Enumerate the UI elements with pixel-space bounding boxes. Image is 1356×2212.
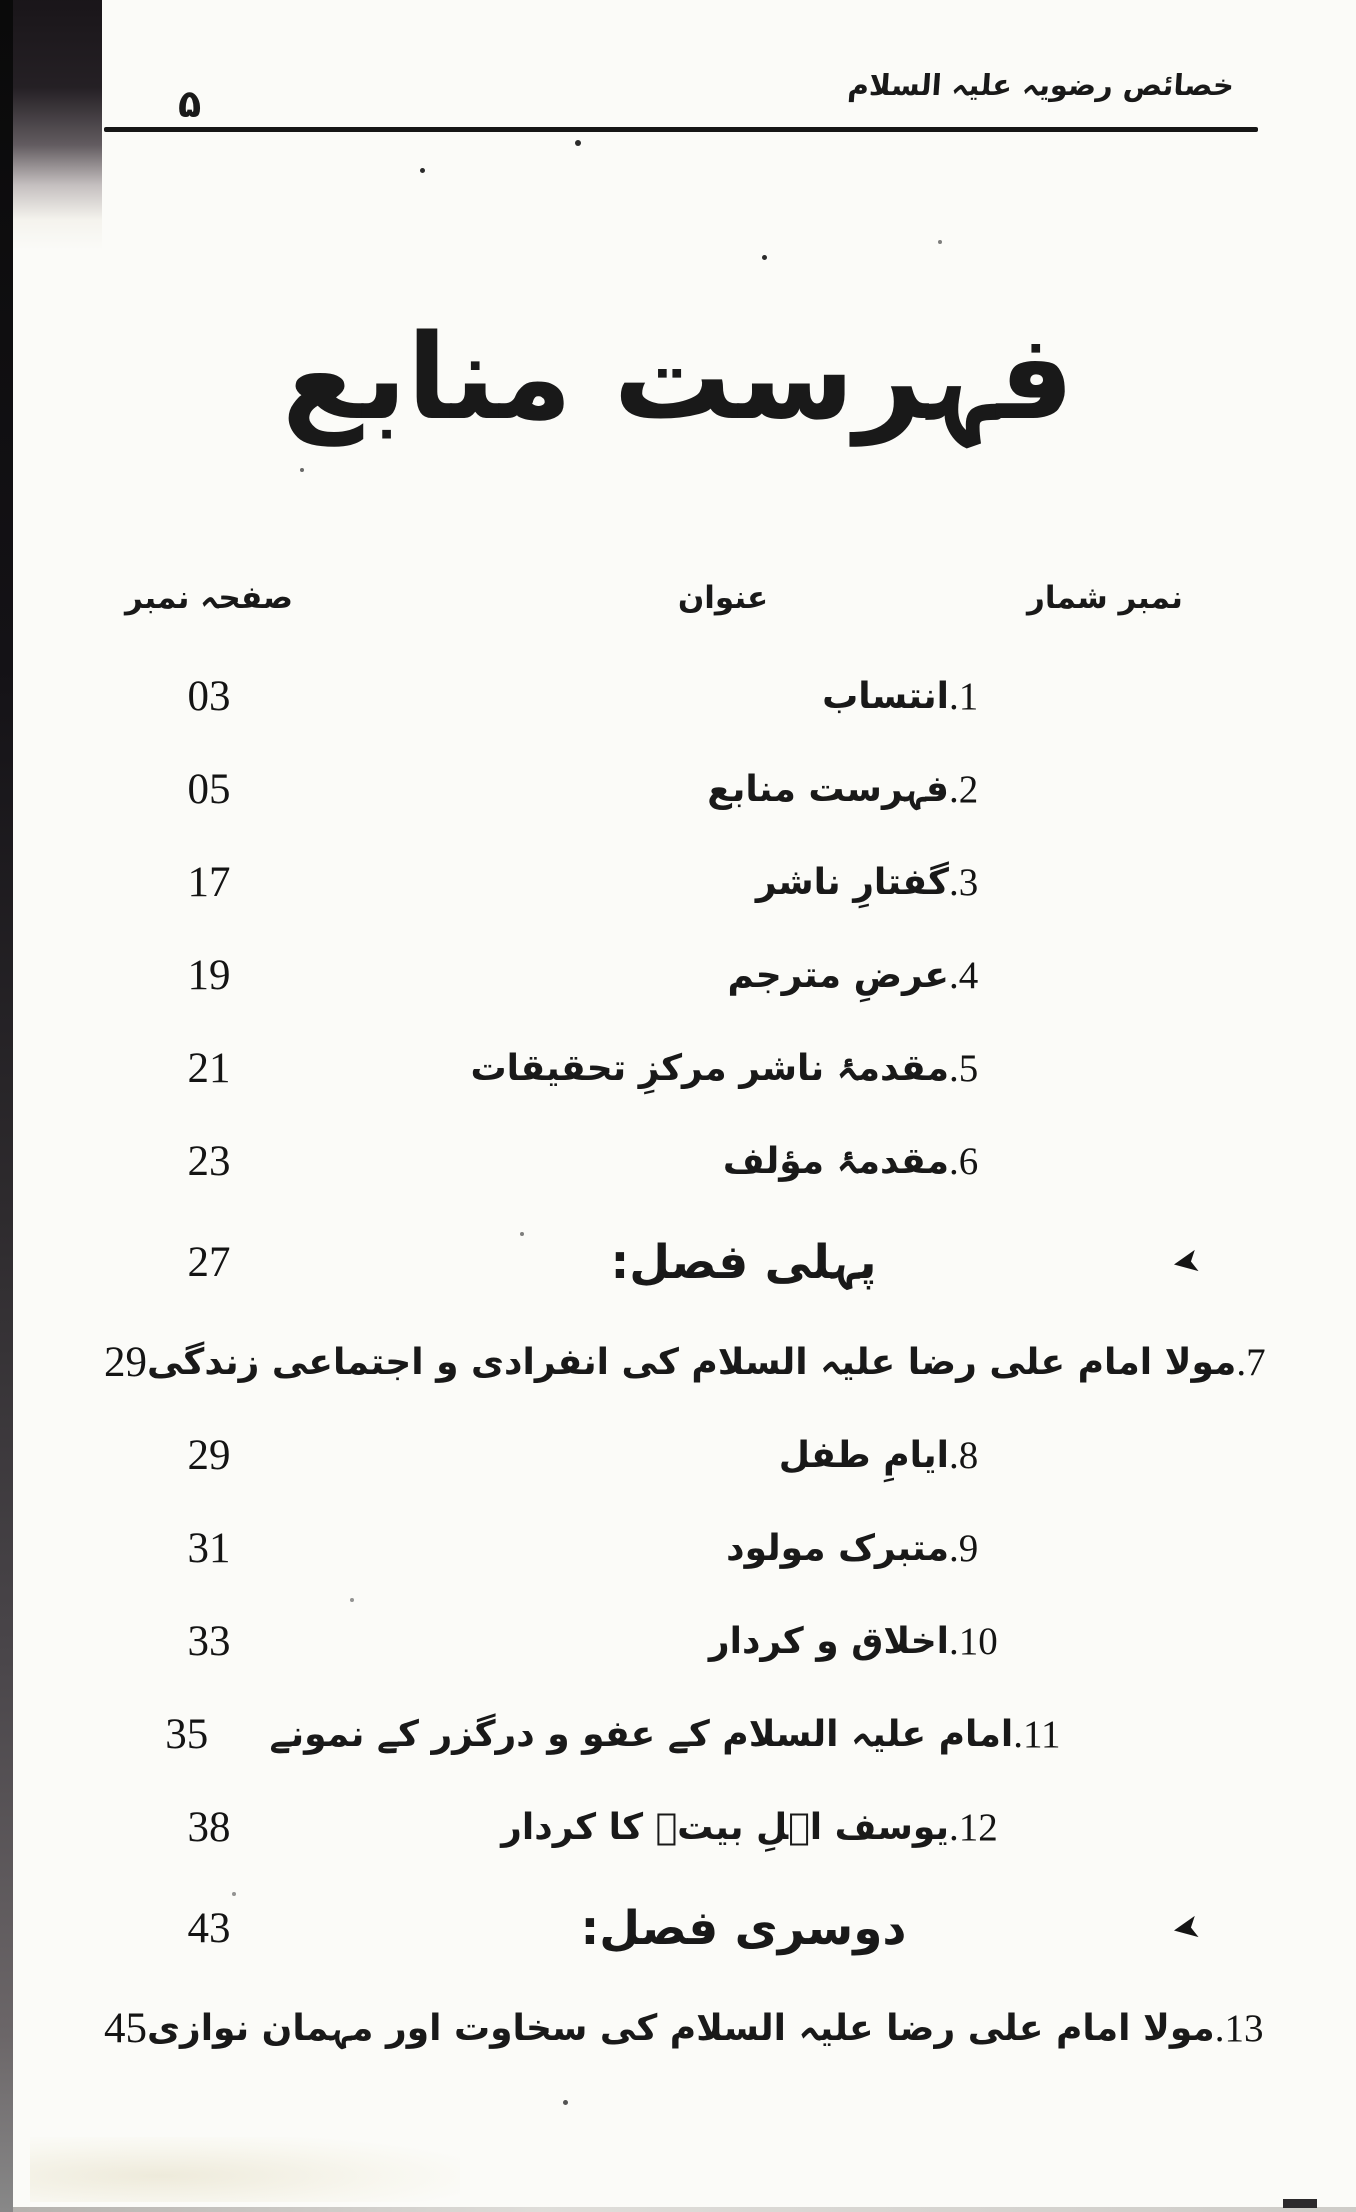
scan-edge-shadow (0, 0, 13, 2212)
toc-entry-title: اخلاق و کردار (708, 1621, 949, 1662)
scan-speck (350, 1598, 354, 1602)
toc-serial-number: 2. (949, 768, 979, 811)
toc-serial-number: 3. (949, 861, 979, 904)
toc-serial-number: 10. (949, 1620, 998, 1663)
toc-row (104, 1781, 1252, 1874)
toc-serial-number: 6. (949, 1140, 979, 1183)
toc-entry-title: مولا امام علی رضا علیہ السلام کی انفرادی و اجتماعی زندگی (147, 1342, 1237, 1383)
toc-row (104, 1115, 1252, 1208)
book-title-header: خصائص رضویہ علیہ السلام (846, 68, 1236, 102)
arrowhead-left-icon: ➤ (1168, 1239, 1204, 1285)
toc-entry-title: مقدمۂ مؤلف (722, 1141, 949, 1182)
toc-row (104, 1316, 1266, 1409)
toc-row (104, 929, 1252, 1022)
toc-entry-title: یوسف اہلِ بیتؑ کا کردار (501, 1807, 949, 1848)
toc-entry-title: عرضِ مترجم (727, 955, 949, 996)
toc-entry-title: امام علیہ السلام کے عفو و درگزر کے نمونے (269, 1714, 1014, 1755)
column-header-title: عنوان (677, 579, 769, 616)
toc-serial-number: 9. (949, 1527, 979, 1570)
toc-row (104, 743, 1252, 836)
toc-serial-number: 7. (1236, 1341, 1266, 1384)
toc-entry-title: گفتارِ ناشر (755, 862, 949, 903)
toc-page-number: 29 (104, 1339, 147, 1386)
scan-speck (762, 255, 767, 260)
scan-speck (232, 1892, 236, 1896)
scan-bottom-edge (0, 2207, 1356, 2212)
toc-rows (104, 650, 1266, 2075)
toc-entry-title: انتساب (822, 676, 949, 717)
toc-entry-title: مولا امام علی رضا علیہ السلام کی سخاوت اور مہمان نوازی (147, 2008, 1215, 2049)
toc-page-number: 31 (187, 1525, 231, 1572)
toc-entry-title: متبرک مولود (726, 1528, 949, 1569)
toc-row (104, 1688, 1252, 1781)
toc-page-number: 43 (187, 1904, 231, 1952)
toc-page-number: 05 (187, 766, 231, 813)
toc-serial-number: 4. (949, 954, 979, 997)
toc-page-number: 35 (165, 1711, 209, 1758)
toc-serial-number: 13. (1214, 2007, 1264, 2050)
scan-speck (520, 1232, 524, 1236)
toc-page-number: 27 (187, 1238, 231, 1286)
toc-row (104, 1595, 1252, 1688)
toc-entry-title: دوسری فصل: (580, 1900, 907, 1956)
header-rule (104, 127, 1258, 132)
toc-serial-number: 1. (949, 675, 979, 718)
toc-page-number: 23 (187, 1138, 231, 1185)
toc-page-number: 19 (187, 952, 231, 999)
toc-row (104, 1022, 1252, 1115)
toc-page-number: 29 (187, 1432, 231, 1479)
scan-speck (420, 168, 425, 173)
page-title: فہرست منابع (281, 308, 1075, 446)
toc-table (104, 545, 1266, 2075)
toc-page-number: 21 (187, 1045, 231, 1092)
toc-page-number: 03 (187, 673, 231, 720)
scan-speck (300, 468, 304, 472)
scan-speck (563, 2100, 568, 2105)
toc-row (104, 650, 1252, 743)
scan-bottom-smudge (30, 2137, 460, 2202)
scan-corner-shadow (10, 0, 102, 250)
scan-speck (938, 240, 942, 244)
toc-page-number: 45 (104, 2005, 147, 2052)
toc-serial-number: 11. (1013, 1713, 1061, 1756)
toc-serial-number: 8. (949, 1434, 979, 1477)
toc-serial-number: 5. (949, 1047, 979, 1090)
toc-row (104, 1982, 1264, 2075)
toc-entry-title: پہلی فصل: (610, 1234, 877, 1290)
toc-entry-title: فہرست منابع (707, 769, 949, 810)
toc-serial-number: 12. (949, 1806, 998, 1849)
column-header-page-number: صفحہ نمبر (125, 579, 293, 616)
toc-page-number: 17 (187, 859, 231, 906)
toc-section-row (104, 1208, 1252, 1316)
toc-page-number: 38 (187, 1804, 231, 1851)
toc-section-row (104, 1874, 1252, 1982)
toc-row (104, 836, 1252, 929)
toc-page-number: 33 (187, 1618, 231, 1665)
toc-header-row (104, 545, 1252, 650)
arrowhead-left-icon: ➤ (1168, 1905, 1204, 1951)
scan-bottom-right-mark (1283, 2199, 1317, 2208)
toc-row (104, 1502, 1252, 1595)
toc-row (104, 1409, 1252, 1502)
column-header-serial: نمبر شمار (1027, 579, 1183, 616)
toc-entry-title: ایامِ طفل (778, 1435, 949, 1476)
page-number: ۵ (178, 82, 202, 126)
scan-speck (575, 140, 581, 146)
toc-entry-title: مقدمۂ ناشر مرکزِ تحقیقات (470, 1048, 949, 1089)
